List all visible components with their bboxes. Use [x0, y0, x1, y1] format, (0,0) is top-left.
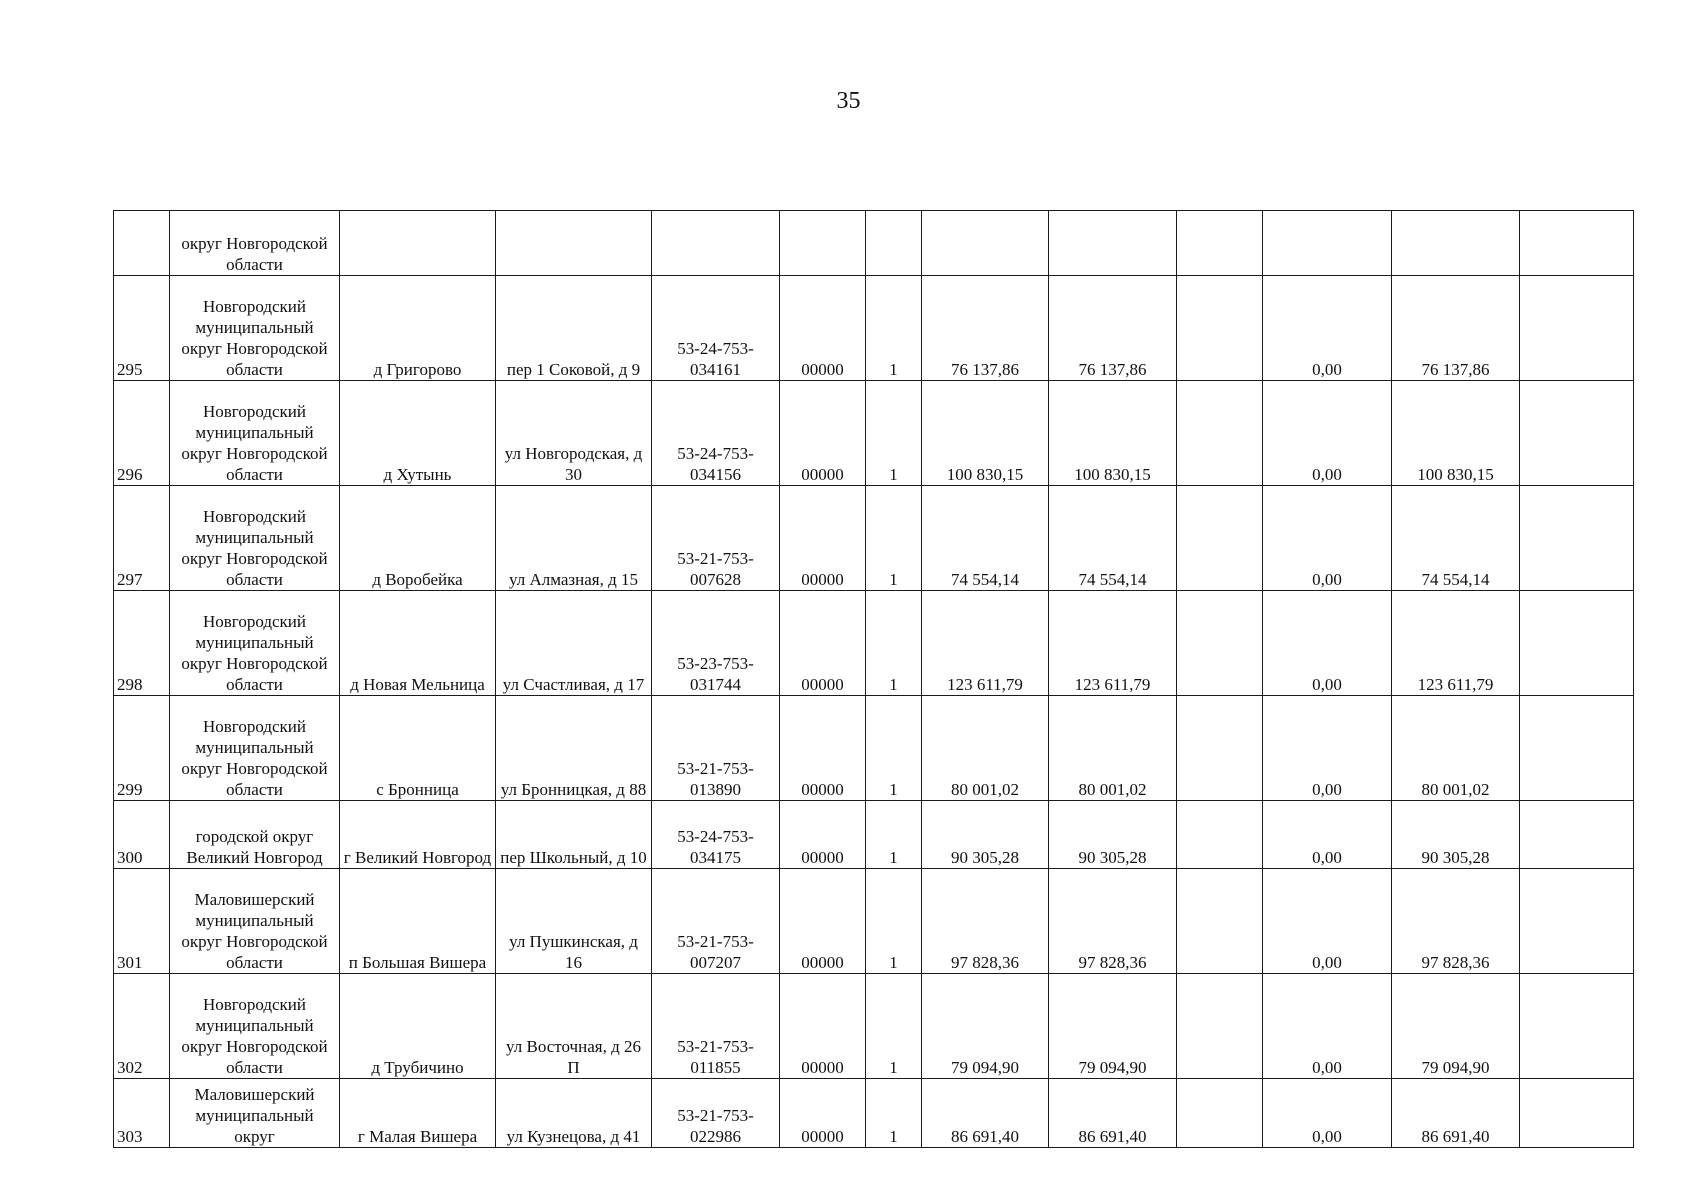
cell-amount-3 [1177, 1079, 1263, 1148]
cell-amount-3 [1177, 801, 1263, 869]
cell-amount-3 [1177, 869, 1263, 974]
cell-amount-4: 0,00 [1263, 696, 1392, 801]
table-row [114, 276, 1634, 381]
cell-num: 301 [114, 869, 170, 974]
cell-code [652, 211, 780, 276]
cell-kind: 00000 [780, 696, 866, 801]
table-row [114, 974, 1634, 1079]
cell-kind: 00000 [780, 486, 866, 591]
cell-amount-3 [1177, 974, 1263, 1079]
cell-code: 53-21-753-011855 [652, 974, 780, 1079]
cell-amount-4: 0,00 [1263, 591, 1392, 696]
cell-count: 1 [866, 696, 922, 801]
cell-count: 1 [866, 381, 922, 486]
cell-settlement: д Новая Мельница [340, 591, 496, 696]
cell-code: 53-21-753-007628 [652, 486, 780, 591]
cell-num: 296 [114, 381, 170, 486]
cell-address: пер Школьный, д 10 [496, 801, 652, 869]
cell-kind: 00000 [780, 276, 866, 381]
cell-municipality: Новгородский муниципальный округ Новгородской области [170, 696, 340, 801]
cell-code: 53-23-753-031744 [652, 591, 780, 696]
table-row [114, 486, 1634, 591]
cell-extra [1520, 211, 1634, 276]
cell-amount-2: 123 611,79 [1049, 591, 1177, 696]
cell-settlement: п Большая Вишера [340, 869, 496, 974]
cell-amount-3 [1177, 486, 1263, 591]
cell-code: 53-21-753-007207 [652, 869, 780, 974]
cell-amount-1 [922, 211, 1049, 276]
cell-amount-5: 79 094,90 [1392, 974, 1520, 1079]
table-row [114, 801, 1634, 869]
cell-municipality: Маловишерский муниципальный округ Новгородской области [170, 869, 340, 974]
cell-address: пер 1 Соковой, д 9 [496, 276, 652, 381]
cell-num [114, 211, 170, 276]
cell-count [866, 211, 922, 276]
cell-code: 53-21-753-022986 [652, 1079, 780, 1148]
cell-count: 1 [866, 591, 922, 696]
cell-address: ул Счастливая, д 17 [496, 591, 652, 696]
cell-municipality: Новгородский муниципальный округ Новгородской области [170, 381, 340, 486]
cell-amount-5: 74 554,14 [1392, 486, 1520, 591]
cell-settlement: д Хутынь [340, 381, 496, 486]
cell-municipality: Новгородский муниципальный округ Новгородской области [170, 276, 340, 381]
cell-amount-2: 100 830,15 [1049, 381, 1177, 486]
cell-num: 302 [114, 974, 170, 1079]
cell-address: ул Пушкинская, д 16 [496, 869, 652, 974]
cell-amount-1: 123 611,79 [922, 591, 1049, 696]
cell-municipality: Новгородский муниципальный округ Новгородской области [170, 974, 340, 1079]
table-row [114, 869, 1634, 974]
cell-address: ул Новгородская, д 30 [496, 381, 652, 486]
cell-kind: 00000 [780, 591, 866, 696]
cell-amount-3 [1177, 381, 1263, 486]
cell-code: 53-24-753-034161 [652, 276, 780, 381]
cell-amount-2: 90 305,28 [1049, 801, 1177, 869]
cell-count: 1 [866, 1079, 922, 1148]
cell-amount-4: 0,00 [1263, 801, 1392, 869]
table-row-continuation [114, 211, 1634, 276]
cell-settlement: д Воробейка [340, 486, 496, 591]
cell-amount-5: 86 691,40 [1392, 1079, 1520, 1148]
cell-amount-1: 76 137,86 [922, 276, 1049, 381]
cell-num: 299 [114, 696, 170, 801]
cell-address: ул Восточная, д 26 П [496, 974, 652, 1079]
cell-extra [1520, 276, 1634, 381]
cell-num: 300 [114, 801, 170, 869]
table-row [114, 591, 1634, 696]
table-row [114, 696, 1634, 801]
cell-count: 1 [866, 869, 922, 974]
cell-municipality: городской округ Великий Новгород [170, 801, 340, 869]
cell-settlement [340, 211, 496, 276]
cell-extra [1520, 696, 1634, 801]
cell-amount-5: 80 001,02 [1392, 696, 1520, 801]
cell-municipality: округ Новгородской области [170, 211, 340, 276]
cell-amount-1: 100 830,15 [922, 381, 1049, 486]
cell-amount-3 [1177, 696, 1263, 801]
page-number: 35 [836, 88, 861, 114]
cell-amount-3 [1177, 211, 1263, 276]
cell-amount-3 [1177, 276, 1263, 381]
cell-address [496, 211, 652, 276]
cell-amount-4: 0,00 [1263, 974, 1392, 1079]
cell-kind: 00000 [780, 1079, 866, 1148]
cell-extra [1520, 1079, 1634, 1148]
cell-kind: 00000 [780, 869, 866, 974]
cell-amount-1: 79 094,90 [922, 974, 1049, 1079]
cell-num: 298 [114, 591, 170, 696]
cell-amount-2: 74 554,14 [1049, 486, 1177, 591]
cell-address: ул Кузнецова, д 41 [496, 1079, 652, 1148]
data-table [113, 210, 1634, 1148]
cell-num: 297 [114, 486, 170, 591]
cell-amount-1: 97 828,36 [922, 869, 1049, 974]
cell-amount-2: 86 691,40 [1049, 1079, 1177, 1148]
cell-amount-2: 76 137,86 [1049, 276, 1177, 381]
cell-amount-2: 97 828,36 [1049, 869, 1177, 974]
cell-settlement: г Великий Новгород [340, 801, 496, 869]
cell-count: 1 [866, 486, 922, 591]
cell-amount-4: 0,00 [1263, 276, 1392, 381]
cell-address: ул Бронницкая, д 88 [496, 696, 652, 801]
cell-municipality: Новгородский муниципальный округ Новгородской области [170, 591, 340, 696]
cell-extra [1520, 486, 1634, 591]
table-row [114, 381, 1634, 486]
cell-amount-5 [1392, 211, 1520, 276]
cell-count: 1 [866, 801, 922, 869]
cell-amount-2 [1049, 211, 1177, 276]
cell-code: 53-24-753-034156 [652, 381, 780, 486]
cell-kind: 00000 [780, 381, 866, 486]
cell-kind [780, 211, 866, 276]
cell-amount-4: 0,00 [1263, 381, 1392, 486]
cell-amount-4: 0,00 [1263, 486, 1392, 591]
cell-amount-3 [1177, 591, 1263, 696]
cell-amount-5: 76 137,86 [1392, 276, 1520, 381]
table-row [114, 1079, 1634, 1148]
cell-municipality: Новгородский муниципальный округ Новгородской области [170, 486, 340, 591]
cell-amount-4: 0,00 [1263, 1079, 1392, 1148]
cell-num: 295 [114, 276, 170, 381]
cell-amount-5: 90 305,28 [1392, 801, 1520, 869]
cell-kind: 00000 [780, 974, 866, 1079]
cell-amount-2: 80 001,02 [1049, 696, 1177, 801]
cell-extra [1520, 869, 1634, 974]
cell-settlement: д Трубичино [340, 974, 496, 1079]
cell-amount-1: 86 691,40 [922, 1079, 1049, 1148]
cell-count: 1 [866, 974, 922, 1079]
cell-amount-5: 123 611,79 [1392, 591, 1520, 696]
cell-code: 53-21-753-013890 [652, 696, 780, 801]
cell-extra [1520, 381, 1634, 486]
cell-amount-4: 0,00 [1263, 869, 1392, 974]
cell-settlement: г Малая Вишера [340, 1079, 496, 1148]
cell-amount-2: 79 094,90 [1049, 974, 1177, 1079]
cell-amount-5: 97 828,36 [1392, 869, 1520, 974]
cell-num: 303 [114, 1079, 170, 1148]
cell-amount-1: 90 305,28 [922, 801, 1049, 869]
cell-amount-4 [1263, 211, 1392, 276]
cell-count: 1 [866, 276, 922, 381]
cell-amount-1: 80 001,02 [922, 696, 1049, 801]
cell-settlement: с Бронница [340, 696, 496, 801]
cell-settlement: д Григорово [340, 276, 496, 381]
cell-address: ул Алмазная, д 15 [496, 486, 652, 591]
cell-amount-1: 74 554,14 [922, 486, 1049, 591]
cell-municipality: Маловишерский муниципальный округ [170, 1079, 340, 1148]
cell-extra [1520, 591, 1634, 696]
cell-extra [1520, 801, 1634, 869]
cell-amount-5: 100 830,15 [1392, 381, 1520, 486]
cell-code: 53-24-753-034175 [652, 801, 780, 869]
cell-kind: 00000 [780, 801, 866, 869]
cell-extra [1520, 974, 1634, 1079]
